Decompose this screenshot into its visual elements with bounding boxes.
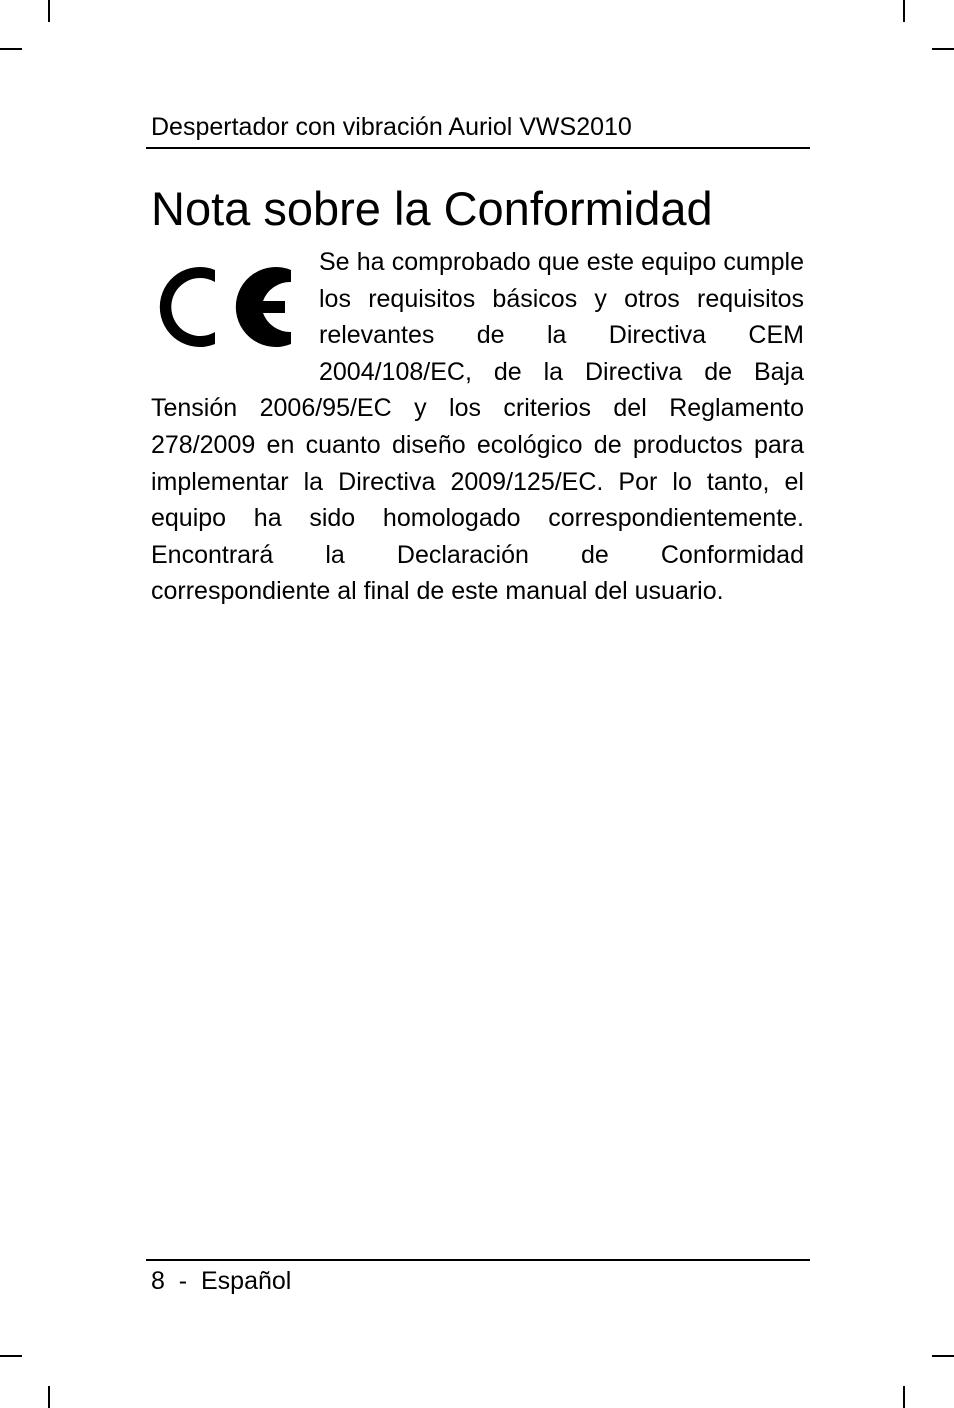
running-header: Despertador con vibración Auriol VWS2010 — [151, 113, 632, 141]
crop-mark — [932, 1355, 954, 1357]
conformity-paragraph: Se ha comprobado que este equipo cumple los requisitos básicos y otros requisitos relevantes de la Directiva CEM 2004/108/EC, de la Directiva de Baja Tensión 2006/95/EC y los criterios del Reglamento 278/2009 en cuanto diseño ecológico de productos para implementar la Directiva 2009/125/EC. Por lo tanto, el equipo ha sido homologado correspondientemente. Encontrará la Declaración de Conformidad correspondiente al final de este manual del usuario. — [151, 248, 804, 606]
crop-mark — [932, 48, 954, 50]
header-divider — [146, 147, 810, 149]
ce-mark-icon — [153, 256, 295, 358]
crop-mark — [0, 1355, 22, 1357]
crop-mark — [903, 0, 905, 22]
section-title: Nota sobre la Conformidad — [151, 182, 713, 235]
crop-mark — [48, 0, 50, 22]
footer-divider — [146, 1259, 810, 1261]
crop-mark — [48, 1386, 50, 1408]
crop-mark — [0, 48, 22, 50]
conformity-text-block — [151, 244, 804, 610]
page-footer: 8 - Español — [151, 1267, 292, 1295]
crop-mark — [903, 1386, 905, 1408]
